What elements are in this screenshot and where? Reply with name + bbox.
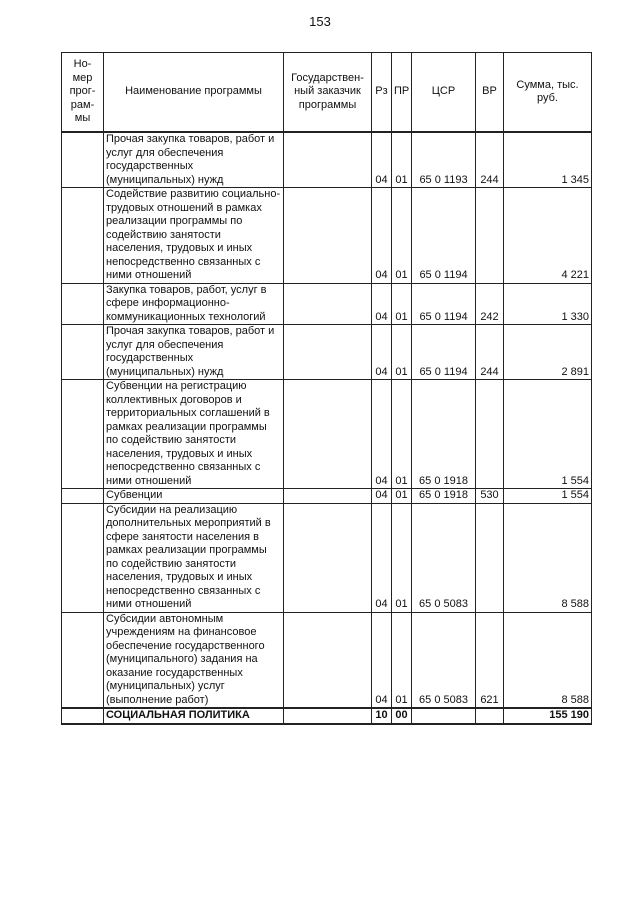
table-header [62, 53, 592, 133]
cell-csr: 65 0 1193 [412, 132, 476, 188]
table-row [62, 380, 592, 489]
cell-rz: 04 [372, 380, 392, 489]
cell-customer [284, 708, 372, 724]
cell-vr: 530 [476, 489, 504, 504]
cell-program-name: Субсидии автономным учреждениям на финансовое обеспечение государственного (муниципального) задания на оказание государственных (муниципальных) услуг (выполнение работ) [104, 612, 284, 708]
page-number: 153 [309, 14, 331, 29]
cell-customer [284, 188, 372, 284]
table-row [62, 132, 592, 188]
cell-rz: 04 [372, 283, 392, 325]
cell-sum: 2 891 [504, 325, 592, 380]
cell-program-number [62, 325, 104, 380]
header-csr: ЦСР [412, 53, 476, 133]
cell-sum: 155 190 [504, 708, 592, 724]
cell-csr: 65 0 1194 [412, 325, 476, 380]
cell-rz: 04 [372, 612, 392, 708]
cell-vr [476, 708, 504, 724]
cell-customer [284, 503, 372, 612]
cell-program-name: СОЦИАЛЬНАЯ ПОЛИТИКА [104, 708, 284, 724]
header-customer: Государствен-ный заказчик программы [284, 53, 372, 133]
cell-program-name: Субвенции на регистрацию коллективных договоров и территориальных соглашений в рамках реализации программы по содействию занятости населения, трудовых и иных непосредственно связанных с ними отношений [104, 380, 284, 489]
cell-vr: 244 [476, 325, 504, 380]
cell-program-number [62, 489, 104, 504]
cell-program-number [62, 188, 104, 284]
cell-csr: 65 0 1918 [412, 489, 476, 504]
cell-customer [284, 283, 372, 325]
table-row [62, 283, 592, 325]
table-body [62, 132, 592, 724]
cell-program-name: Прочая закупка товаров, работ и услуг для обеспечения государственных (муниципальных) нужд [104, 325, 284, 380]
cell-rz: 04 [372, 188, 392, 284]
cell-vr: 244 [476, 132, 504, 188]
header-sum: Сумма, тыс. руб. [504, 53, 592, 133]
cell-pr: 01 [392, 489, 412, 504]
cell-sum: 1 330 [504, 283, 592, 325]
cell-csr: 65 0 5083 [412, 612, 476, 708]
cell-pr: 01 [392, 283, 412, 325]
cell-sum: 1 345 [504, 132, 592, 188]
cell-program-name: Прочая закупка товаров, работ и услуг для обеспечения государственных (муниципальных) нужд [104, 132, 284, 188]
cell-csr: 65 0 5083 [412, 503, 476, 612]
cell-program-name: Субвенции [104, 489, 284, 504]
cell-program-number [62, 503, 104, 612]
cell-vr [476, 380, 504, 489]
cell-vr: 242 [476, 283, 504, 325]
cell-pr: 01 [392, 132, 412, 188]
cell-sum: 1 554 [504, 380, 592, 489]
cell-pr: 01 [392, 380, 412, 489]
cell-sum: 1 554 [504, 489, 592, 504]
table-row [62, 489, 592, 504]
total-row [62, 708, 592, 724]
cell-rz: 04 [372, 489, 392, 504]
cell-program-name: Содействие развитию социально-трудовых отношений в рамках реализации программы по содействию занятости населения, трудовых и иных непосредственно связанных с ними отношений [104, 188, 284, 284]
cell-rz: 10 [372, 708, 392, 724]
cell-sum: 4 221 [504, 188, 592, 284]
cell-csr: 65 0 1918 [412, 380, 476, 489]
cell-program-name: Субсидии на реализацию дополнительных мероприятий в сфере занятости населения в рамках реализации программы по содействию занятости населения, трудовых и иных непосредственно связанных с ними отношений [104, 503, 284, 612]
header-program-name: Наименование программы [104, 53, 284, 133]
cell-rz: 04 [372, 132, 392, 188]
cell-customer [284, 489, 372, 504]
cell-program-number [62, 612, 104, 708]
cell-pr: 01 [392, 612, 412, 708]
cell-program-number [62, 708, 104, 724]
table-row [62, 188, 592, 284]
cell-csr [412, 708, 476, 724]
cell-program-name: Закупка товаров, работ, услуг в сфере информационно-коммуникационных технологий [104, 283, 284, 325]
cell-sum: 8 588 [504, 503, 592, 612]
budget-table [61, 52, 592, 725]
cell-pr: 01 [392, 188, 412, 284]
header-rz: Рз [372, 53, 392, 133]
cell-customer [284, 612, 372, 708]
cell-pr: 01 [392, 325, 412, 380]
cell-rz: 04 [372, 325, 392, 380]
table-row [62, 325, 592, 380]
cell-customer [284, 380, 372, 489]
cell-csr: 65 0 1194 [412, 283, 476, 325]
cell-program-number [62, 132, 104, 188]
cell-customer [284, 325, 372, 380]
cell-pr: 01 [392, 503, 412, 612]
cell-sum: 8 588 [504, 612, 592, 708]
table-row [62, 612, 592, 708]
cell-csr: 65 0 1194 [412, 188, 476, 284]
cell-program-number [62, 283, 104, 325]
header-pr: ПР [392, 53, 412, 133]
cell-vr [476, 188, 504, 284]
table-row [62, 503, 592, 612]
cell-vr: 621 [476, 612, 504, 708]
header-program-number: Но-мер прог-рам-мы [62, 53, 104, 133]
cell-rz: 04 [372, 503, 392, 612]
cell-customer [284, 132, 372, 188]
cell-vr [476, 503, 504, 612]
cell-program-number [62, 380, 104, 489]
header-vr: ВР [476, 53, 504, 133]
cell-pr: 00 [392, 708, 412, 724]
